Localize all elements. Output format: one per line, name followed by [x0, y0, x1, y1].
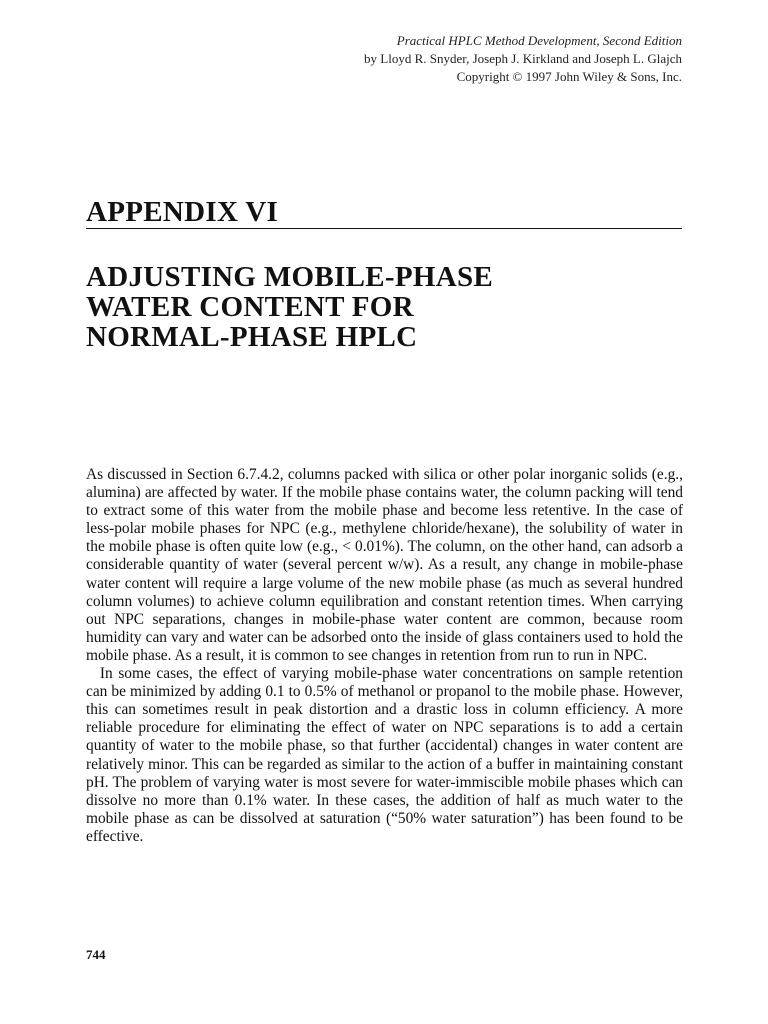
- page-number: 744: [86, 947, 106, 962]
- body-text: [86, 466, 683, 846]
- chapter-title-line: NORMAL-PHASE HPLC: [86, 321, 418, 353]
- authors-line: by Lloyd R. Snyder, Joseph J. Kirkland and Joseph L. Glajch: [364, 51, 682, 66]
- paragraph: As discussed in Section 6.7.4.2, columns packed with silica or other polar inorganic solids (e.g., alumina) are affected by water. If the mobile phase contains water, the column packing will tend to extract some of this water from the mobile phase and become less retentive. In the case of less-polar mobile phases for NPC (e.g., methylene chloride/hexane), the solubility of water in the mobile phase is often quite low (e.g., < 0.01%). The column, on the other hand, can adsorb a considerable quantity of water (several percent w/w). As a result, any change in mobile-phase water content will require a large volume of the new mobile phase (as much as several hundred column volumes) to achieve column equilibration and constant retention times. When carrying out NPC separations, changes in mobile-phase water content are common, because room humidity can vary and water can be adsorbed onto the inside of glass containers used to hold the mobile phase. As a result, it is common to see changes in retention from run to run in NPC.: [86, 466, 683, 664]
- running-header: [202, 32, 682, 86]
- book-title: Practical HPLC Method Development, Second Edition: [396, 33, 682, 48]
- chapter-title-line: ADJUSTING MOBILE-PHASE: [86, 261, 494, 293]
- chapter-title-line: WATER CONTENT FOR: [86, 291, 414, 323]
- copyright-line: Copyright © 1997 John Wiley & Sons, Inc.: [456, 69, 682, 84]
- paragraph: In some cases, the effect of varying mobile-phase water concentrations on sample retention can be minimized by adding 0.1 to 0.5% of methanol or propanol to the mobile phase. However, this can sometimes result in peak distortion and a drastic loss in column efficiency. A more reliable procedure for eliminating the effect of water on NPC separations is to add a certain quantity of water to the mobile phase, so that further (accidental) changes in water content are relatively minor. This can be regarded as similar to the action of a buffer in maintaining constant pH. The problem of varying water is most severe for water-immiscible mobile phases which can dissolve no more than 0.1% water. In these cases, the addition of half as much water to the mobile phase as can be dissolved at saturation (“50% water saturation”) has been found to be effective.: [86, 665, 683, 845]
- chapter-title: [86, 262, 682, 352]
- appendix-heading: APPENDIX VI: [86, 194, 682, 229]
